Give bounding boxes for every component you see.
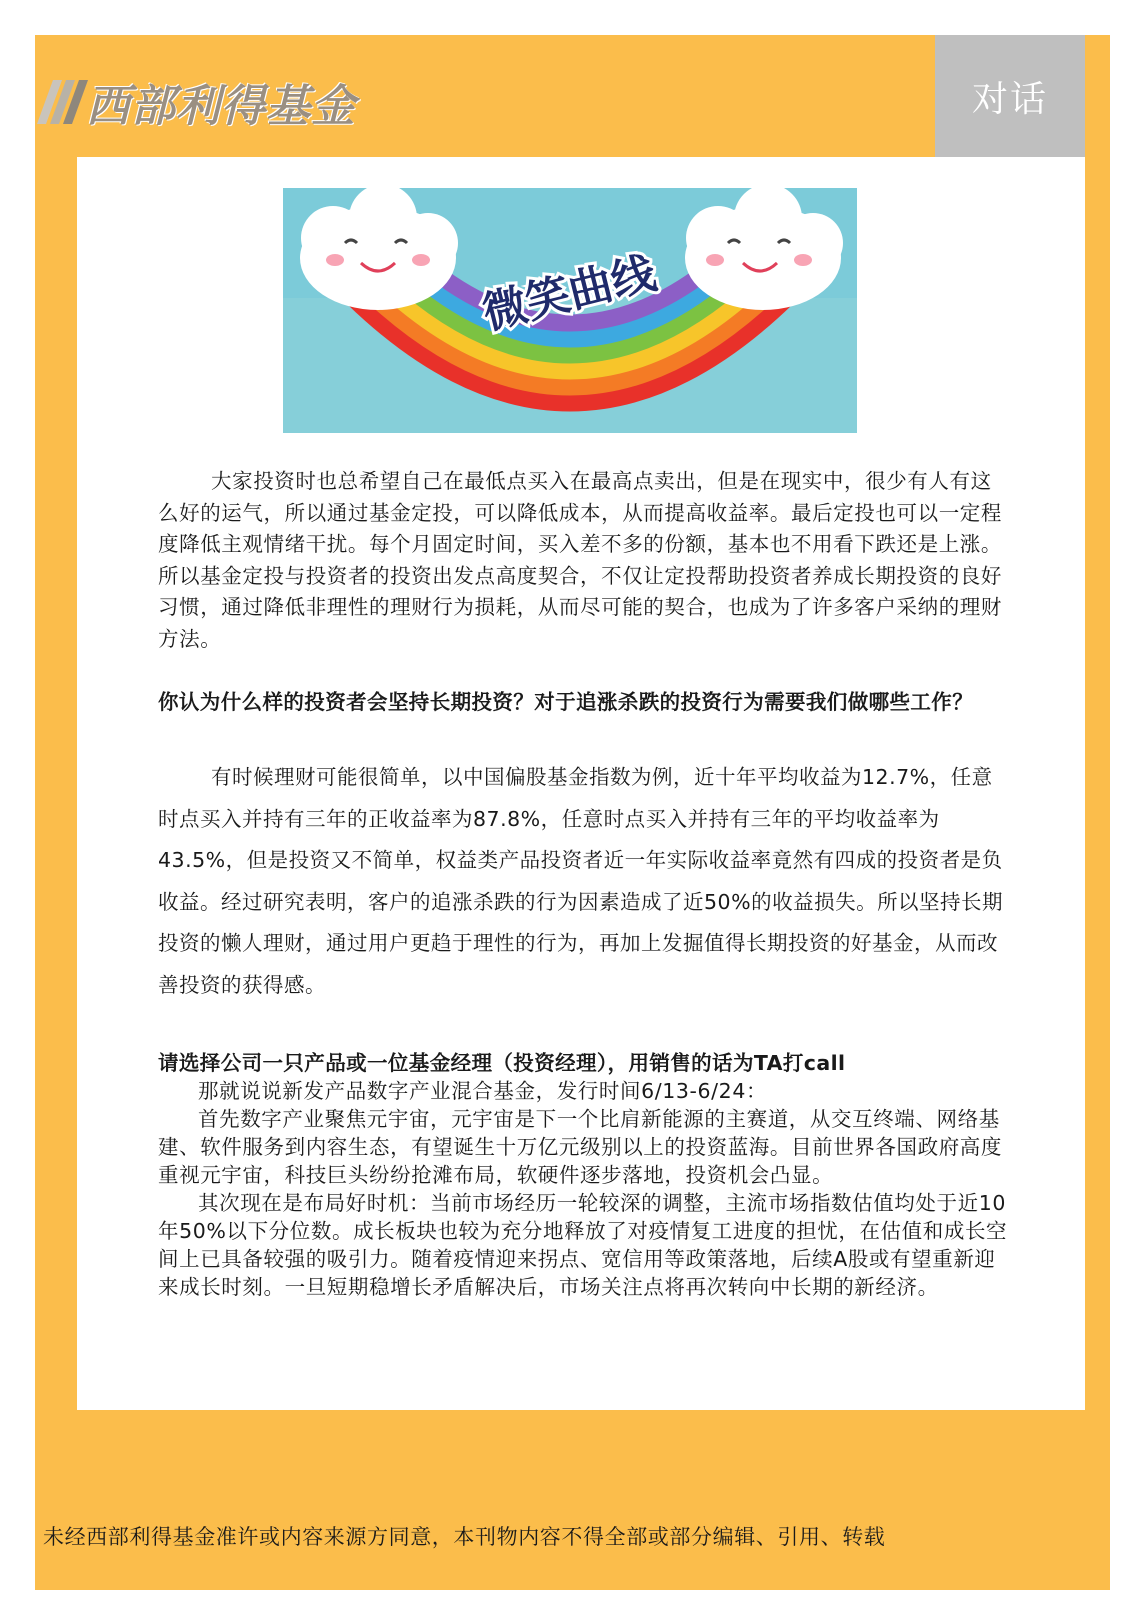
logo-stripes-icon — [45, 80, 80, 124]
section-tab: 对话 — [935, 35, 1085, 157]
answer-2-paragraph: 那就说说新发产品数字产业混合基金，发行时间6/13-6/24： — [198, 1079, 768, 1103]
banner-title: 微笑曲线 — [477, 247, 661, 340]
logo-text: 西部利得基金 — [86, 81, 356, 132]
smile-curve-banner — [283, 188, 857, 433]
answer-2-paragraph: 其次现在是布局好时机：当前市场经历一轮较深的调整，主流市场指数估值均处于近10年50%以下分位数。成长板块也较为充分地释放了对疫情复工进度的担忧，在估值和成长空间上已具备较强的吸引力。随着疫情迎来拐点、宽信用等政策落地，后续A股或有望重新迎来成长时刻。一旦短期稳增长矛盾解决后，市场关注点将再次转向中长期的新经济。 — [158, 1191, 1008, 1299]
brand-logo — [45, 72, 356, 132]
answer-1: 有时候理财可能很简单，以中国偏股基金指数为例，近十年平均收益为12.7%，任意时点买入并持有三年的正收益率为87.8%，任意时点买入并持有三年的平均收益率为43.5%，但是投资又不简单，权益类产品投资者近一年实际收益率竟然有四成的投资者是负收益。经过研究表明，客户的追涨杀跌的行为因素造成了近50%的收益损失。所以坚持长期投资的懒人理财，通过用户更趋于理性的行为，再加上发掘值得长期投资的好基金，从而改善投资的获得感。 — [158, 765, 1004, 997]
intro-paragraph: 大家投资时也总希望自己在最低点买入在最高点卖出，但是在现实中，很少有人有这么好的运气，所以通过基金定投，可以降低成本，从而提高收益率。最后定投也可以一定程度降低主观情绪干扰。每个月固定时间，买入差不多的份额，基本也不用看下跌还是上涨。所以基金定投与投资者的投资出发点高度契合，不仅让定投帮助投资者养成长期投资的良好习惯，通过降低非理性的理财行为损耗，从而尽可能的契合，也成为了许多客户采纳的理财方法。 — [158, 469, 1002, 651]
question-1: 你认为什么样的投资者会坚持长期投资？对于追涨杀跌的投资行为需要我们做哪些工作？ — [158, 690, 974, 714]
answer-2-paragraph: 首先数字产业聚焦元宇宙，元宇宙是下一个比肩新能源的主赛道，从交互终端、网络基建、软件服务到内容生态，有望诞生十万亿元级别以上的投资蓝海。目前世界各国政府高度重视元宇宙，科技巨头纷纷抢滩布局，软硬件逐步落地，投资机会凸显。 — [158, 1107, 1002, 1187]
answer-2 — [158, 1077, 1008, 1301]
copyright-notice: 未经西部利得基金准许或内容来源方同意，本刊物内容不得全部或部分编辑、引用、转载 — [43, 1525, 886, 1549]
question-2: 请选择公司一只产品或一位基金经理（投资经理），用销售的话为TA打call — [158, 1051, 846, 1075]
